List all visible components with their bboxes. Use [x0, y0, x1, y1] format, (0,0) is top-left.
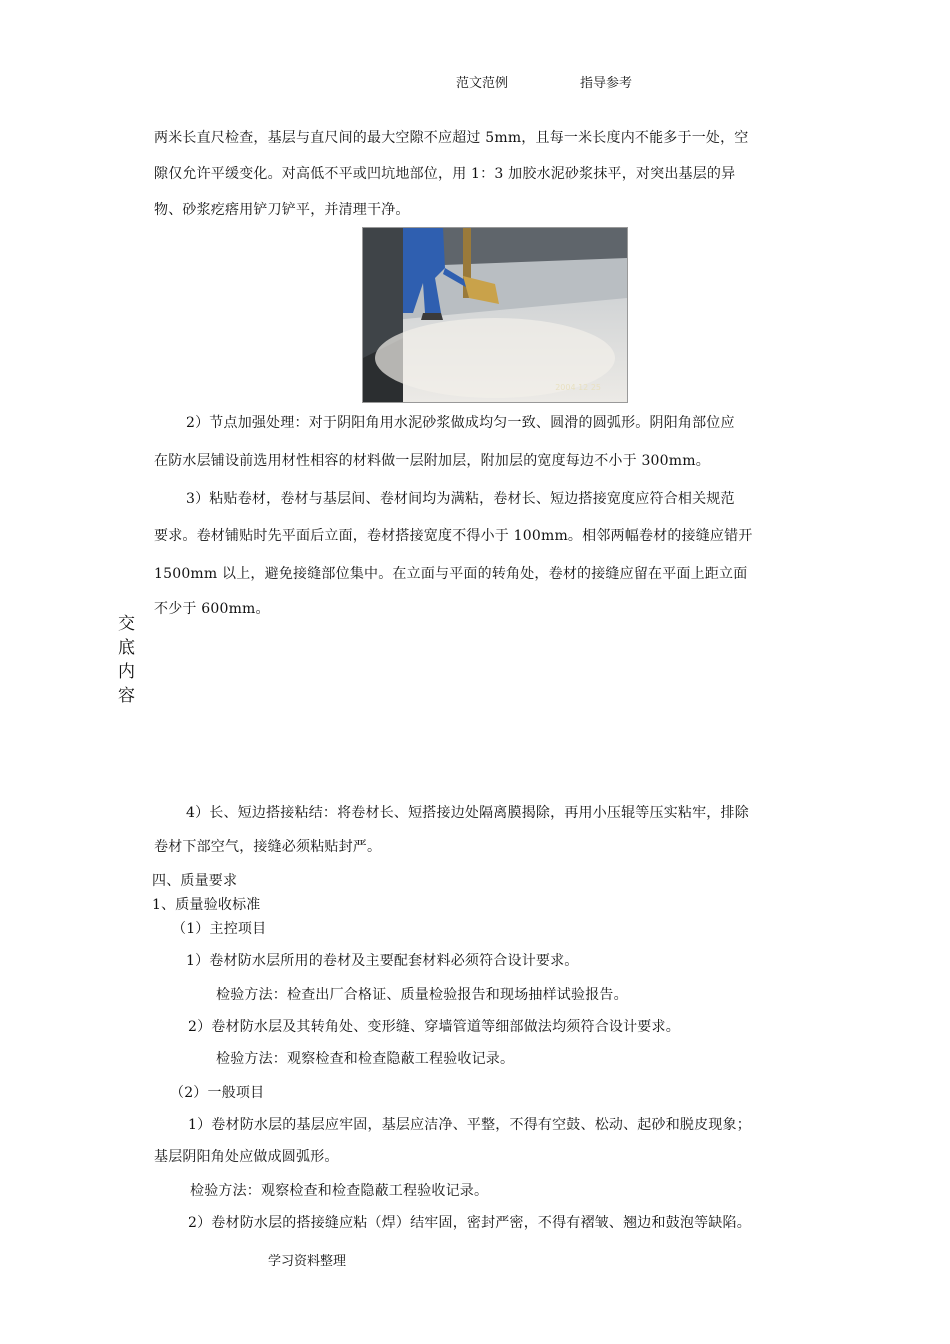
side-label-char: 内: [118, 662, 135, 682]
side-label-char: 交: [118, 614, 135, 634]
text-line: 检验方法：检查出厂合格证、质量检验报告和现场抽样试验报告。: [216, 987, 628, 1003]
text-line: 2）卷材防水层及其转角处、变形缝、穿墙管道等细部做法均须符合设计要求。: [188, 1019, 680, 1035]
text-line: 2）卷材防水层的搭接缝应粘（焊）结牢固，密封严密，不得有褶皱、翘边和鼓泡等缺陷。: [188, 1215, 751, 1231]
subsection-heading: 1、质量验收标准: [152, 897, 261, 913]
text-line: 2）节点加强处理：对于阴阳角用水泥砂浆做成均匀一致、圆滑的圆弧形。阴阳角部位应: [186, 415, 735, 431]
photo-date-stamp: 2004 12 25: [555, 383, 601, 392]
text-line: 要求。卷材铺贴时先平面后立面，卷材搭接宽度不得小于 100mm。相邻两幅卷材的接缝应错开: [154, 528, 753, 544]
photo-illustration: [363, 228, 627, 402]
text-line: 基层阴阳角处应做成圆弧形。: [154, 1149, 339, 1165]
header-left: 范文范例: [456, 76, 509, 91]
text-line: 1500mm 以上，避免接缝部位集中。在立面与平面的转角处，卷材的接缝应留在平面上距立面: [154, 566, 748, 582]
text-line: 卷材下部空气，接缝必须粘贴封严。: [154, 839, 382, 855]
text-line: 1）卷材防水层所用的卷材及主要配套材料必须符合设计要求。: [186, 953, 579, 969]
item-heading: （2）一般项目: [170, 1085, 265, 1101]
section-heading: 四、质量要求: [152, 873, 238, 889]
construction-photo: [362, 227, 628, 403]
item-heading: （1）主控项目: [172, 921, 267, 937]
text-line: 3）粘贴卷材，卷材与基层间、卷材间均为满粘，卷材长、短边搭接宽度应符合相关规范: [186, 491, 735, 507]
text-line: 1）卷材防水层的基层应牢固，基层应洁净、平整，不得有空鼓、松动、起砂和脱皮现象；: [188, 1117, 751, 1133]
footer: 学习资料整理: [268, 1254, 347, 1269]
header-right: 指导参考: [580, 76, 633, 91]
side-label-char: 底: [118, 638, 135, 658]
text-line: 不少于 600mm。: [154, 601, 270, 617]
text-line: 在防水层铺设前选用材性相容的材料做一层附加层，附加层的宽度每边不小于 300mm。: [154, 453, 710, 469]
side-label: [118, 612, 138, 708]
text-line: 检验方法：观察检查和检查隐蔽工程验收记录。: [216, 1051, 515, 1067]
text-line: 两米长直尺检查，基层与直尺间的最大空隙不应超过 5mm，且每一米长度内不能多于一处，空: [154, 130, 749, 146]
text-line: 物、砂浆疙瘩用铲刀铲平，并清理干净。: [154, 202, 410, 218]
text-line: 隙仅允许平缓变化。对高低不平或凹坑地部位，用 1：3 加胶水泥砂浆抹平，对突出基层的异: [154, 166, 736, 182]
text-line: 4）长、短边搭接粘结：将卷材长、短搭接边处隔离膜揭除，再用小压辊等压实粘牢，排除: [186, 805, 749, 821]
side-label-char: 容: [118, 686, 135, 706]
text-line: 检验方法：观察检查和检查隐蔽工程验收记录。: [190, 1183, 489, 1199]
